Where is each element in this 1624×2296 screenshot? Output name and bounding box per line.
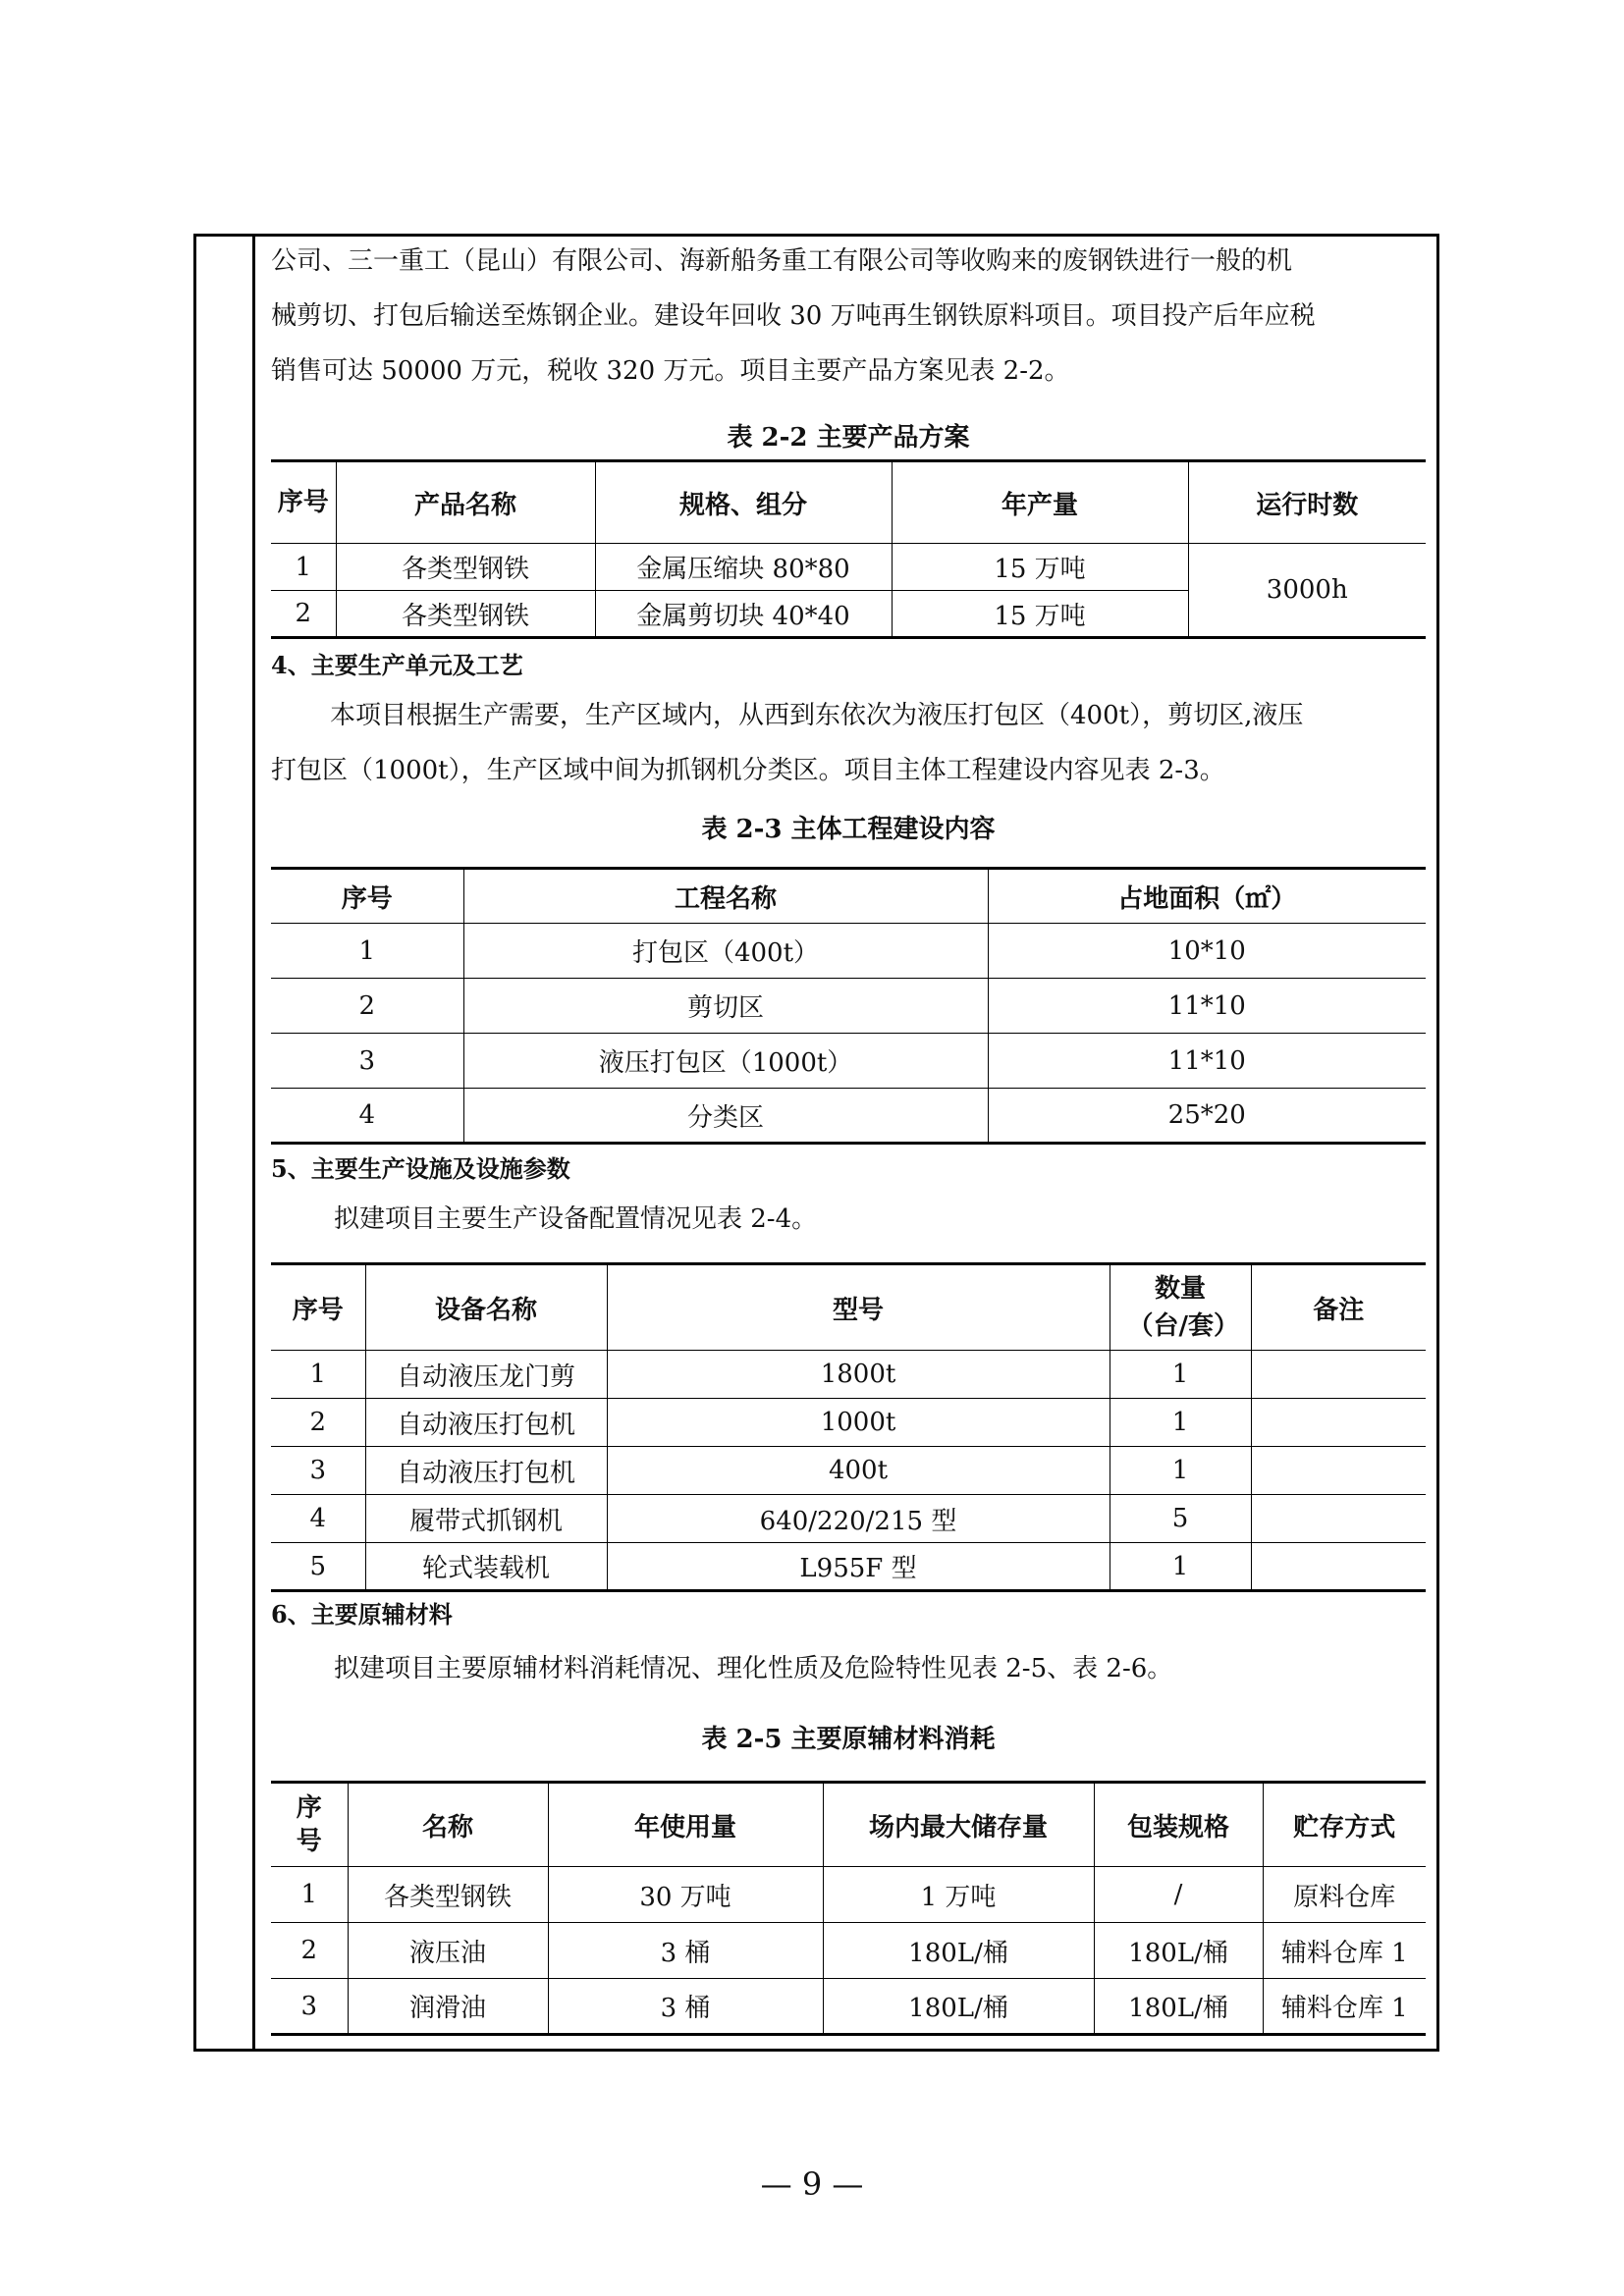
cell: /	[1094, 1867, 1263, 1923]
cell: 4	[271, 1089, 463, 1144]
section-4-heading: 4、主要生产单元及工艺	[271, 651, 523, 679]
header-cell: 年使用量	[548, 1783, 823, 1867]
header-cell: 年产量	[892, 461, 1188, 544]
cell: 原料仓库	[1263, 1867, 1426, 1923]
table-row	[271, 1495, 1426, 1543]
cell: 1	[271, 544, 336, 591]
runtime-cell: 3000h	[1188, 544, 1426, 638]
header-cell: 占地面积（㎡）	[988, 869, 1426, 924]
cell: 轮式装载机	[365, 1543, 607, 1591]
cell: 11*10	[988, 979, 1426, 1034]
cell: 各类型钢铁	[336, 544, 595, 591]
cell	[1251, 1399, 1426, 1447]
cell: 剪切区	[463, 979, 988, 1034]
table-row	[271, 979, 1426, 1034]
cell: 1	[271, 1351, 365, 1399]
cell: 辅料仓库 1	[1263, 1979, 1426, 2035]
cell: 1000t	[607, 1399, 1110, 1447]
intro-line: 销售可达 50000 万元，税收 320 万元。项目主要产品方案见表 2-2。	[271, 356, 1070, 386]
header-cell: 备注	[1251, 1264, 1426, 1351]
cell	[1251, 1351, 1426, 1399]
section-4-paragraph	[271, 688, 1426, 798]
cell: 3 桶	[548, 1979, 823, 2035]
cell: 金属剪切块 40*40	[595, 591, 892, 638]
cell: 液压打包区（1000t）	[463, 1034, 988, 1089]
cell	[1251, 1543, 1426, 1591]
cell: L955F 型	[607, 1543, 1110, 1591]
cell: 1	[1110, 1399, 1251, 1447]
cell: 金属压缩块 80*80	[595, 544, 892, 591]
table-row	[271, 1399, 1426, 1447]
table-2-3-caption: 表 2-3 主体工程建设内容	[701, 815, 996, 844]
page-number: — 9 —	[760, 2165, 864, 2203]
section-5-paragraph: 拟建项目主要生产设备配置情况见表 2-4。	[334, 1204, 818, 1234]
header-cell: 序号	[271, 869, 463, 924]
header-cell: 设备名称	[365, 1264, 607, 1351]
cell: 自动液压打包机	[365, 1399, 607, 1447]
table-header-row	[271, 461, 1426, 544]
cell: 30 万吨	[548, 1867, 823, 1923]
cell: 3	[271, 1034, 463, 1089]
cell: 4	[271, 1495, 365, 1543]
cell: 自动液压打包机	[365, 1447, 607, 1495]
cell: 1	[1110, 1543, 1251, 1591]
cell: 分类区	[463, 1089, 988, 1144]
cell: 2	[271, 979, 463, 1034]
cell: 5	[1110, 1495, 1251, 1543]
section-5-heading: 5、主要生产设施及设施参数	[271, 1154, 570, 1183]
table-2-5	[271, 1781, 1426, 2036]
header-cell: 数量（台/套）	[1110, 1264, 1251, 1351]
intro-line: 公司、三一重工（昆山）有限公司、海新船务重工有限公司等收购来的废钢铁进行一般的机	[271, 246, 1293, 276]
para-line: 打包区（1000t），生产区域中间为抓钢机分类区。项目主体工程建设内容见表 2-3。	[271, 756, 1225, 785]
table-row	[271, 1867, 1426, 1923]
table-2-3	[271, 867, 1426, 1145]
cell: 3	[271, 1979, 348, 2035]
cell: 11*10	[988, 1034, 1426, 1089]
header-cell: 名称	[348, 1783, 548, 1867]
cell: 1	[1110, 1351, 1251, 1399]
table-row	[271, 1089, 1426, 1144]
header-cell: 场内最大储存量	[823, 1783, 1094, 1867]
cell: 1	[1110, 1447, 1251, 1495]
cell: 1	[271, 924, 463, 979]
section-6-paragraph: 拟建项目主要原辅材料消耗情况、理化性质及危险特性见表 2-5、表 2-6。	[334, 1654, 1173, 1683]
table-row	[271, 1034, 1426, 1089]
cell: 1	[271, 1867, 348, 1923]
cell: 25*20	[988, 1089, 1426, 1144]
cell: 180L/桶	[1094, 1923, 1263, 1979]
cell	[1251, 1447, 1426, 1495]
table-2-4	[271, 1262, 1426, 1592]
header-cell: 贮存方式	[1263, 1783, 1426, 1867]
header-cell: 工程名称	[463, 869, 988, 924]
cell: 打包区（400t）	[463, 924, 988, 979]
table-row	[271, 544, 1426, 591]
section-6-heading: 6、主要原辅材料	[271, 1600, 453, 1629]
cell: 180L/桶	[1094, 1979, 1263, 2035]
table-2-2-caption: 表 2-2 主要产品方案	[727, 423, 970, 453]
cell: 2	[271, 1399, 365, 1447]
header-cell: 序号	[271, 1264, 365, 1351]
table-row	[271, 1923, 1426, 1979]
header-cell: 产品名称	[336, 461, 595, 544]
cell: 15 万吨	[892, 591, 1188, 638]
table-header-row	[271, 1264, 1426, 1351]
table-row	[271, 1979, 1426, 2035]
table-row	[271, 1351, 1426, 1399]
header-cell: 规格、组分	[595, 461, 892, 544]
cell: 2	[271, 591, 336, 638]
table-header-row	[271, 869, 1426, 924]
table-row	[271, 924, 1426, 979]
cell: 2	[271, 1923, 348, 1979]
table-row	[271, 1543, 1426, 1591]
cell: 自动液压龙门剪	[365, 1351, 607, 1399]
cell: 5	[271, 1543, 365, 1591]
table-2-2	[271, 459, 1426, 639]
table-2-5-caption: 表 2-5 主要原辅材料消耗	[701, 1725, 996, 1754]
cell: 润滑油	[348, 1979, 548, 2035]
cell: 3 桶	[548, 1923, 823, 1979]
header-cell: 型号	[607, 1264, 1110, 1351]
cell: 辅料仓库 1	[1263, 1923, 1426, 1979]
cell: 180L/桶	[823, 1979, 1094, 2035]
frame-divider	[252, 234, 255, 2052]
cell: 640/220/215 型	[607, 1495, 1110, 1543]
page-content	[271, 234, 1426, 2036]
table-header-row	[271, 1783, 1426, 1867]
cell: 各类型钢铁	[348, 1867, 548, 1923]
header-cell: 序号	[271, 461, 336, 544]
cell: 3	[271, 1447, 365, 1495]
cell: 履带式抓钢机	[365, 1495, 607, 1543]
cell: 10*10	[988, 924, 1426, 979]
cell: 1800t	[607, 1351, 1110, 1399]
intro-paragraph	[271, 234, 1426, 399]
header-cell: 序号	[271, 1783, 348, 1867]
cell: 15 万吨	[892, 544, 1188, 591]
cell: 1 万吨	[823, 1867, 1094, 1923]
cell: 各类型钢铁	[336, 591, 595, 638]
cell: 400t	[607, 1447, 1110, 1495]
cell: 液压油	[348, 1923, 548, 1979]
cell	[1251, 1495, 1426, 1543]
header-cell: 运行时数	[1188, 461, 1426, 544]
cell: 180L/桶	[823, 1923, 1094, 1979]
table-row	[271, 1447, 1426, 1495]
para-line: 本项目根据生产需要，生产区域内，从西到东依次为液压打包区（400t），剪切区,液压	[330, 701, 1304, 730]
header-cell: 包装规格	[1094, 1783, 1263, 1867]
intro-line: 械剪切、打包后输送至炼钢企业。建设年回收 30 万吨再生钢铁原料项目。项目投产后年应税	[271, 301, 1316, 331]
